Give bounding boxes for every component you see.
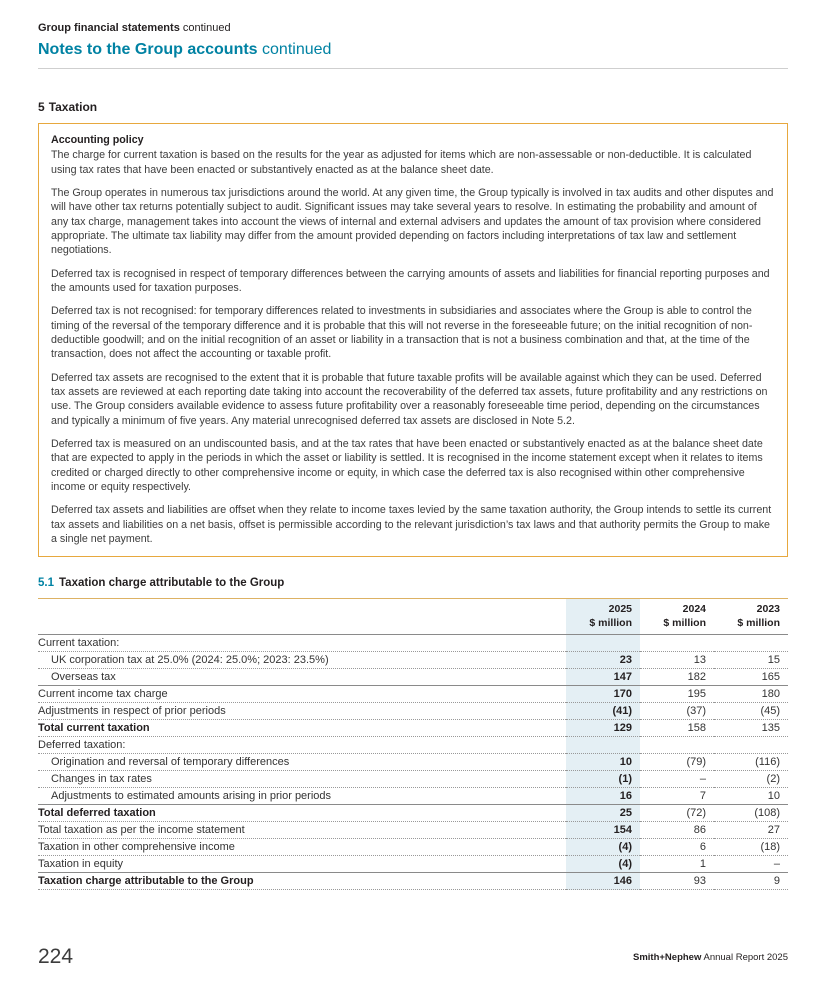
table-row: [38, 703, 788, 720]
page-title-main: Notes to the Group accounts: [38, 41, 258, 58]
footer-report-title: [633, 952, 788, 963]
table-row: [38, 873, 788, 890]
cell-2025: 25: [566, 805, 640, 822]
cell-2024: 182: [640, 669, 714, 686]
footer-page-number: 224: [38, 945, 74, 968]
row-label: Current income tax charge: [38, 686, 566, 703]
table-row: [38, 856, 788, 873]
table-header-row: [38, 599, 788, 635]
cell-2023: –: [714, 856, 788, 873]
row-label: Taxation in equity: [38, 856, 566, 873]
table-row: [38, 686, 788, 703]
row-label: Origination and reversal of temporary differences: [38, 754, 566, 771]
cell-2025: (41): [566, 703, 640, 720]
table-row: [38, 839, 788, 856]
cell-2023: 135: [714, 720, 788, 737]
cell-2025: 147: [566, 669, 640, 686]
row-label: Changes in tax rates: [38, 771, 566, 788]
column-year: 2024: [682, 603, 706, 616]
column-year: 2025: [608, 603, 632, 616]
table-row: [38, 635, 788, 652]
row-label: Total current taxation: [38, 720, 566, 737]
cell-2024: [640, 737, 714, 754]
column-header-2024: [640, 599, 714, 635]
row-label: Current taxation:: [38, 635, 566, 652]
title-divider: [38, 68, 788, 69]
cell-2024: 7: [640, 788, 714, 805]
cell-2023: (108): [714, 805, 788, 822]
cell-2025: (1): [566, 771, 640, 788]
table-row: [38, 771, 788, 788]
breadcrumb-continued: continued: [179, 22, 231, 34]
column-header-label: [38, 599, 566, 635]
subsection-heading-5-1: [38, 577, 788, 589]
row-label: Total taxation as per the income statement: [38, 822, 566, 839]
policy-paragraph: The Group operates in numerous tax jurisdictions around the world. At any given time, the Group typically is involved in tax audits and other disputes and will have other tax returns potentially subject to audit. Significant issues may take several years to resolve. In estimating the probability and amount of any tax charge, management takes into account the views of internal and external advisers and updates the amount of tax provision where considered appropriate. The ultimate tax liability may differ from the amount provided depending on factors including interpretations of tax law and settlement negotiations.: [51, 186, 774, 257]
cell-2025: 23: [566, 652, 640, 669]
taxation-table: [38, 598, 788, 890]
policy-paragraph: The charge for current taxation is based on the results for the year as adjusted for items which are non-assessable or non-deductible. It is calculated using tax rates that have been enacted or substantively enacted as at the balance sheet date.: [51, 149, 752, 176]
policy-paragraph: Deferred tax assets and liabilities are offset when they relate to income taxes levied by the same taxation authority, the Group intends to settle its current tax assets and liabilities on a net basis, offset is permissible according to the relevant jurisdiction’s tax laws and that authority permits the Group to make a single net payment.: [51, 504, 772, 545]
policy-paragraph: Deferred tax is not recognised: for temporary differences related to investments in subsidiaries and associates where the Group is able to control the timing of the reversal of the temporary difference and it is probable that this will not reverse in the foreseeable future; on the initial recognition of non-deductible goodwill; and on the initial recognition of an asset or liability in a transaction that is not a business combination and that, at the time of the transaction, does not affect the accounting or taxable profit.: [51, 305, 753, 361]
policy-paragraph: Deferred tax is measured on an undiscounted basis, and at the tax rates that have been enacted or substantively enacted as at the balance sheet date that are expected to apply in the periods in which the asset or liability is settled. It is recognised in the income statement except when it relates to items credited or charged directly to other comprehensive income or equity, in which case the deferred tax is also recognised within other comprehensive income or equity respectively.: [51, 437, 763, 493]
cell-2025: (4): [566, 839, 640, 856]
cell-2025: 129: [566, 720, 640, 737]
cell-2023: (2): [714, 771, 788, 788]
cell-2023: 10: [714, 788, 788, 805]
column-unit: $ million: [589, 616, 632, 629]
page-title-continued: continued: [257, 41, 332, 58]
policy-paragraph: Deferred tax assets are recognised to the extent that it is probable that future taxable profits will be available against which they can be used. Deferred tax assets are reviewed at each reporting date taking into account the recoverability of the deferred tax assets, future profitability and any restrictions on use. The Group considers available evidence to assess future profitability over a reasonably foreseeable time period, depending on the circumstances and typically a minimum of five years. Any material unrecognised deferred tax assets are disclosed in Note 5.2.: [51, 371, 768, 427]
cell-2023: 9: [714, 873, 788, 890]
cell-2024: (37): [640, 703, 714, 720]
footer-report-rest: Annual Report 2025: [701, 952, 788, 963]
cell-2023: 27: [714, 822, 788, 839]
table-row: [38, 737, 788, 754]
cell-2024: 13: [640, 652, 714, 669]
table-row: [38, 788, 788, 805]
cell-2023: (116): [714, 754, 788, 771]
column-header-2023: [714, 599, 788, 635]
cell-2024: (79): [640, 754, 714, 771]
cell-2024: 6: [640, 839, 714, 856]
column-unit: $ million: [663, 616, 706, 629]
cell-2024: 158: [640, 720, 714, 737]
cell-2025: 170: [566, 686, 640, 703]
cell-2024: –: [640, 771, 714, 788]
column-header-2025: [566, 599, 640, 635]
table-row: [38, 754, 788, 771]
table-row: [38, 822, 788, 839]
row-label: Overseas tax: [38, 669, 566, 686]
cell-2024: 93: [640, 873, 714, 890]
cell-2023: [714, 737, 788, 754]
breadcrumb-section: Group financial statements: [38, 22, 180, 34]
cell-2023: [714, 635, 788, 652]
cell-2024: 1: [640, 856, 714, 873]
section-number: 5: [38, 100, 45, 114]
cell-2023: (18): [714, 839, 788, 856]
cell-2025: 146: [566, 873, 640, 890]
cell-2025: (4): [566, 856, 640, 873]
cell-2023: 165: [714, 669, 788, 686]
column-year: 2023: [756, 603, 780, 616]
column-unit: $ million: [737, 616, 780, 629]
cell-2025: [566, 635, 640, 652]
cell-2023: 180: [714, 686, 788, 703]
table-row: [38, 805, 788, 822]
cell-2024: (72): [640, 805, 714, 822]
row-label: Adjustments to estimated amounts arising in prior periods: [38, 788, 566, 805]
row-label: UK corporation tax at 25.0% (2024: 25.0%; 2023: 23.5%): [38, 652, 566, 669]
cell-2023: 15: [714, 652, 788, 669]
row-label: Deferred taxation:: [38, 737, 566, 754]
row-label: Taxation charge attributable to the Group: [38, 873, 566, 890]
cell-2024: 195: [640, 686, 714, 703]
footer-report-brand: Smith+Nephew: [633, 952, 702, 963]
accounting-policy-heading: Accounting policy: [51, 134, 144, 146]
row-label: Adjustments in respect of prior periods: [38, 703, 566, 720]
cell-2025: 154: [566, 822, 640, 839]
cell-2025: [566, 737, 640, 754]
policy-paragraph: Deferred tax is recognised in respect of temporary differences between the carrying amounts of assets and liabilities for financial reporting purposes and the amounts used for taxation purposes.: [51, 267, 770, 294]
subsection-title: Taxation charge attributable to the Group: [59, 577, 285, 590]
cell-2025: 10: [566, 754, 640, 771]
cell-2023: (45): [714, 703, 788, 720]
table-row: [38, 720, 788, 737]
row-label: Total deferred taxation: [38, 805, 566, 822]
row-label: Taxation in other comprehensive income: [38, 839, 566, 856]
section-title: Taxation: [48, 100, 98, 114]
section-heading-taxation: [38, 100, 788, 114]
table-row: [38, 669, 788, 686]
cell-2025: 16: [566, 788, 640, 805]
accounting-policy-box: [38, 123, 788, 557]
cell-2024: 86: [640, 822, 714, 839]
cell-2024: [640, 635, 714, 652]
subsection-number: 5.1: [38, 577, 54, 590]
breadcrumb: [38, 22, 788, 34]
page-title: [38, 41, 788, 59]
table-row: [38, 652, 788, 669]
